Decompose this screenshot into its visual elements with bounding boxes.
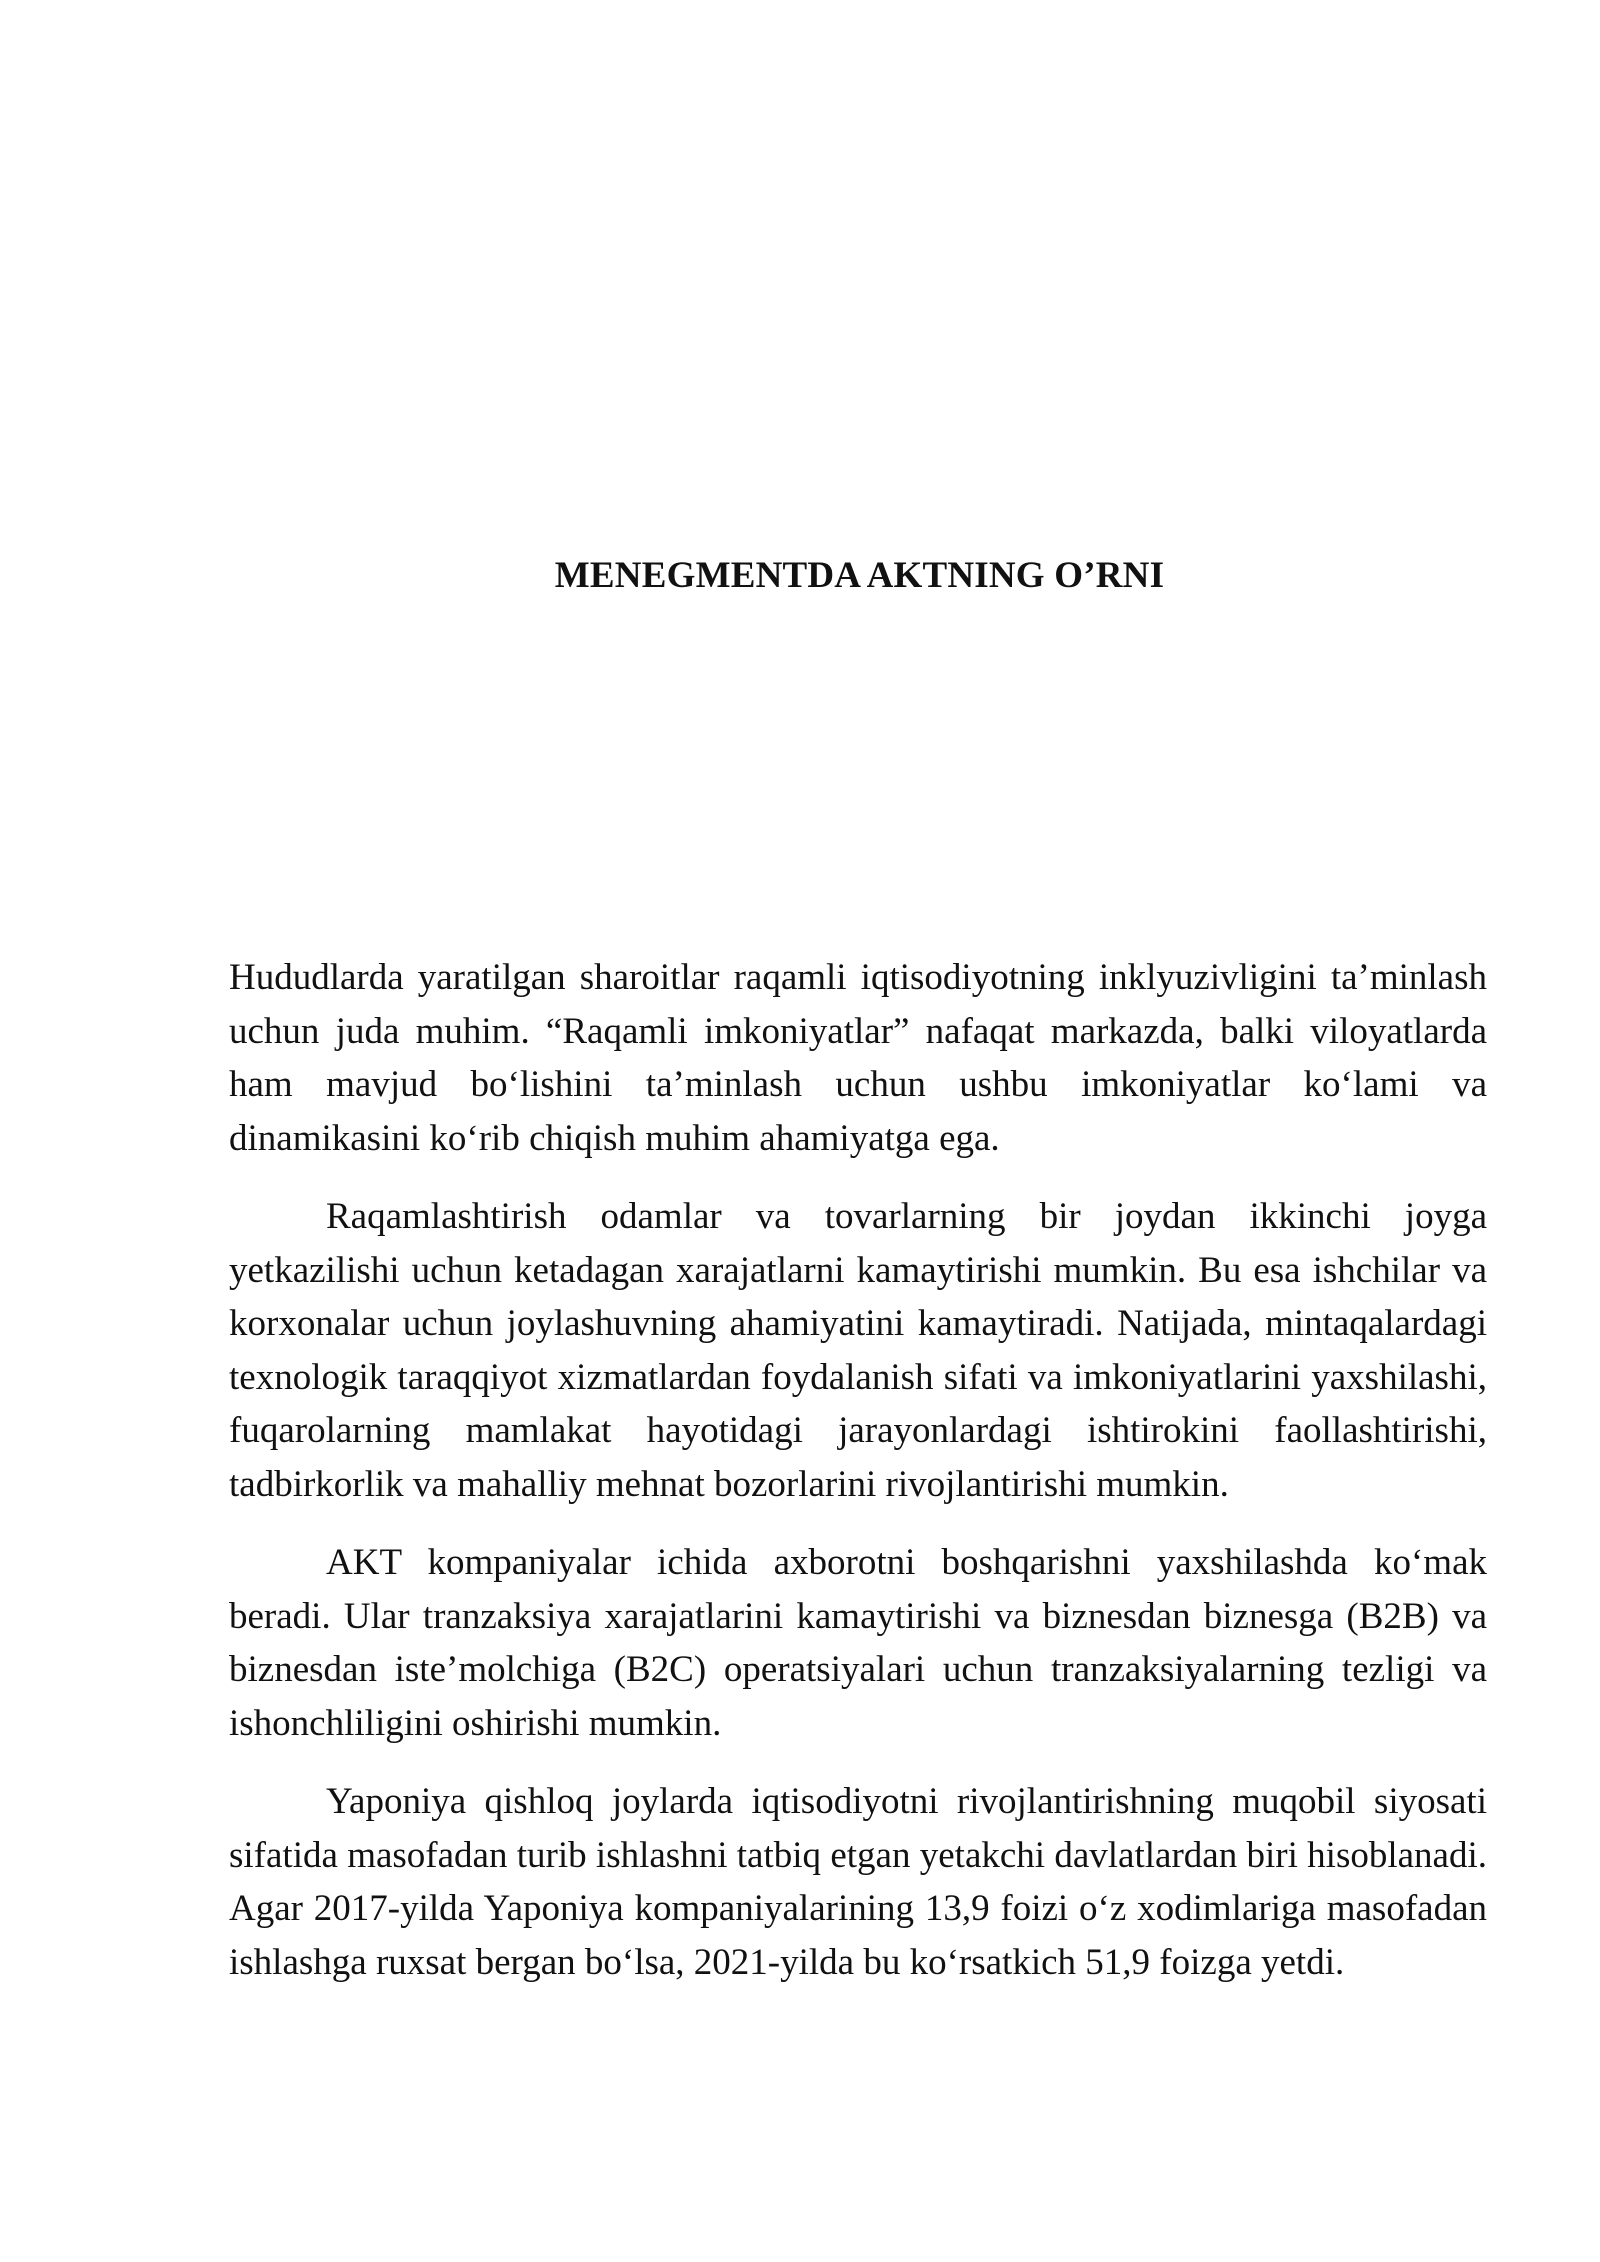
paragraph-2: Raqamlashtirish odamlar va tovarlarning bir joydan ikkinchi joyga yetkazilishi uchun ketadagan xarajatlarni kamaytirishi mumkin. Bu esa ishchilar va korxonalar uchun joylashuvning ahamiyatini kamaytiradi. Natijada, mintaqalardagi texnologik taraqqiyot xizmatlardan foydalanish sifati va imkoniyatlarini yaxshilashi, fuqarolarning mamlakat hayotidagi jarayonlardagi ishtirokini faollashtirishi, tadbirkorlik va mahalliy mehnat bozorlarini rivojlantirishi mumkin. xyxy=(229,1196,1487,1505)
paragraph-3: AKT kompaniyalar ichida axborotni boshqarishni yaxshilashda ko‘mak beradi. Ular tranzaksiya xarajatlarini kamaytirishi va biznesdan biznesga (B2B) va biznesdan iste’molchiga (B2C) operatsiyalari uchun tranzaksiyalarning tezligi va ishonchliligini oshirishi mumkin. xyxy=(229,1542,1487,1744)
paragraph-1: Hududlarda yaratilgan sharoitlar raqamli iqtisodiyotning inklyuzivligini ta’minlash uchun juda muhim. “Raqamli imkoniyatlar” nafaqat markazda, balki viloyatlarda ham mavjud bo‘lishini ta’minlash uchun ushbu imkoniyatlar ko‘lami va dinamikasini ko‘rib chiqish muhim ahamiyatga ega. xyxy=(229,957,1487,1159)
document-body xyxy=(229,951,1487,2014)
document-title: MENEGMENTDA AKTNING O’RNI xyxy=(554,555,1165,596)
paragraph-4: Yaponiya qishloq joylarda iqtisodiyotni rivojlantirishning muqobil siyosati sifatida masofadan turib ishlashni tatbiq etgan yetakchi davlatlardan biri hisoblanadi. Agar 2017-yilda Yaponiya kompaniyalarining 13,9 foizi o‘z xodimlariga masofadan ishlashga ruxsat bergan bo‘lsa, 2021-yilda bu ko‘rsatkich 51,9 foizga yetdi. xyxy=(229,1781,1487,1983)
